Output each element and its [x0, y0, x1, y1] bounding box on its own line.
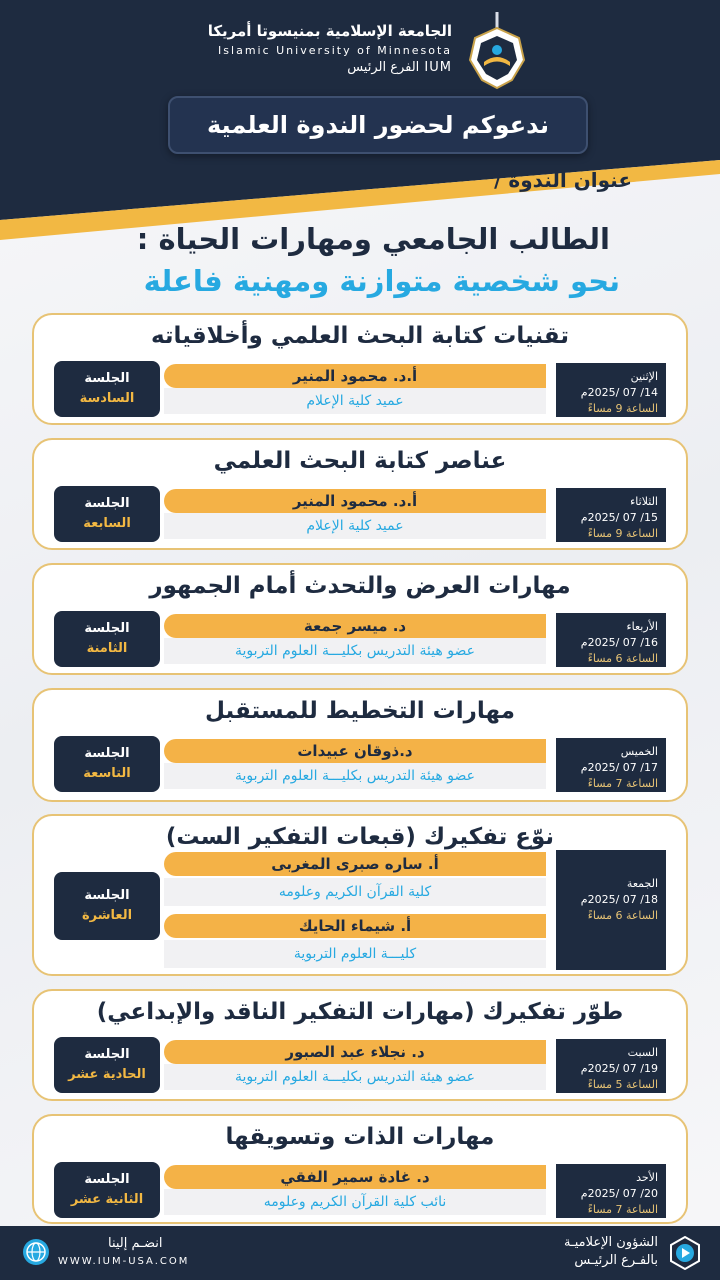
session-number: العاشرة: [81, 908, 133, 923]
session-label: الجلسة: [84, 371, 130, 386]
session-title: نوّع تفكيرك (قبعات التفكير الست): [165, 824, 555, 850]
play-icon: [668, 1236, 702, 1270]
speaker-role: عميد كلية الإعلام: [164, 513, 546, 539]
speaker-role: عضو هيئة التدريس بكليـــة العلوم التربوية: [164, 763, 546, 789]
speaker-role: كلية القرآن الكريم وعلومه: [164, 878, 546, 906]
session-title: مهارات الذات وتسويقها: [225, 1124, 495, 1150]
session-date-value: 17/ 07 /2025م: [580, 761, 658, 774]
session-label: الجلسة: [84, 1172, 130, 1187]
website-link[interactable]: WWW.IUM-USA.COM: [58, 1256, 190, 1267]
session-card: [32, 688, 688, 802]
session-time: الساعة 6 مساءً: [587, 909, 658, 922]
speaker-role: عضو هيئة التدريس بكليـــة العلوم التربوية: [164, 638, 546, 664]
speaker-name: أ.د. محمود المنير: [164, 364, 546, 388]
session-number: السابعة: [83, 516, 131, 531]
session-label: الجلسة: [84, 746, 130, 761]
session-date-value: 20/ 07 /2025م: [580, 1187, 658, 1200]
session-day: الخميس: [620, 745, 658, 758]
session-date-value: 14/ 07 /2025م: [580, 386, 658, 399]
session-number-box: [54, 611, 160, 667]
media-dept-label: الشؤون الإعلاميـة: [563, 1235, 658, 1250]
session-time: الساعة 6 مساءً: [587, 652, 658, 665]
speaker-name: د.ذوقان عبيدات: [164, 739, 546, 763]
session-title: تقنيات كتابة البحث العلمي وأخلاقياته: [150, 323, 570, 349]
university-name-en: Islamic University of Minnesota: [218, 44, 452, 57]
university-name-ar: الجامعة الإسلامية بمنيسوتا أمريكا: [207, 22, 452, 40]
media-branch-label: بالفـرع الرئيـس: [574, 1253, 658, 1268]
session-day: الأربعاء: [626, 620, 658, 633]
session-number-box: [54, 872, 160, 940]
session-time: الساعة 7 مساءً: [587, 1203, 658, 1216]
speaker-role: كليـــة العلوم التربوية: [164, 940, 546, 968]
join-us-label: انضـم إلينا: [108, 1236, 163, 1251]
session-date: [556, 1164, 666, 1218]
session-label: الجلسة: [84, 888, 130, 903]
header: [0, 0, 720, 90]
session-number: الحادية عشر: [68, 1067, 146, 1082]
session-card: [32, 814, 688, 976]
session-date: [556, 613, 666, 667]
session-time: الساعة 5 مساءً: [587, 1078, 658, 1091]
session-date-value: 18/ 07 /2025م: [580, 893, 658, 906]
topic-label: عنوان الندوة /: [494, 168, 632, 192]
session-date: [556, 1039, 666, 1093]
speaker-role: نائب كلية القرآن الكريم وعلومه: [164, 1189, 546, 1215]
session-label: الجلسة: [84, 1047, 130, 1062]
session-card: [32, 989, 688, 1101]
session-day: الجمعة: [626, 877, 658, 890]
speaker-name: د. غادة سمير الفقي: [164, 1165, 546, 1189]
session-date: [556, 488, 666, 542]
session-card: [32, 1114, 688, 1224]
session-title: طوّر تفكيرك (مهارات التفكير الناقد والإبداعي): [96, 999, 624, 1025]
session-title: مهارات العرض والتحدث أمام الجمهور: [149, 573, 571, 599]
session-day: الأحد: [636, 1171, 658, 1184]
session-time: الساعة 9 مساءً: [587, 402, 658, 415]
session-day: الإثنين: [630, 370, 658, 383]
session-number: السادسة: [79, 391, 135, 406]
session-number: التاسعة: [83, 766, 131, 781]
invitation-banner: ندعوكم لحضور الندوة العلمية: [168, 96, 588, 154]
university-logo: [462, 10, 532, 92]
speaker-name: أ. شيماء الحايك: [164, 914, 546, 938]
speaker-name: أ.د. محمود المنير: [164, 489, 546, 513]
footer: [0, 1226, 720, 1280]
session-card: [32, 313, 688, 425]
speaker-name: د. نجلاء عبد الصبور: [164, 1040, 546, 1064]
session-date: [556, 850, 666, 970]
speaker-name: د. ميسر جمعة: [164, 614, 546, 638]
session-date-value: 19/ 07 /2025م: [580, 1062, 658, 1075]
session-number-box: [54, 1037, 160, 1093]
session-day: السبت: [627, 1046, 658, 1059]
speaker-name: أ. ساره صبرى المغربى: [164, 852, 546, 876]
session-card: [32, 563, 688, 675]
seminar-title-line2: نحو شخصية متوازنة ومهنية فاعلة: [143, 264, 620, 298]
session-date: [556, 738, 666, 792]
speaker-role: عميد كلية الإعلام: [164, 388, 546, 414]
session-time: الساعة 9 مساءً: [587, 527, 658, 540]
session-number-box: [54, 1162, 160, 1218]
university-branch: IUM الفرع الرئيس: [347, 60, 452, 75]
session-date-value: 16/ 07 /2025م: [580, 636, 658, 649]
session-number-box: [54, 736, 160, 792]
session-title: مهارات التخطيط للمستقبل: [205, 698, 515, 724]
globe-icon[interactable]: [22, 1238, 50, 1266]
session-number-box: [54, 486, 160, 542]
session-time: الساعة 7 مساءً: [587, 777, 658, 790]
session-label: الجلسة: [84, 621, 130, 636]
session-number-box: [54, 361, 160, 417]
session-day: الثلاثاء: [630, 495, 658, 508]
session-label: الجلسة: [84, 496, 130, 511]
session-card: [32, 438, 688, 550]
session-date-value: 15/ 07 /2025م: [580, 511, 658, 524]
speaker-role: عضو هيئة التدريس بكليـــة العلوم التربوية: [164, 1064, 546, 1090]
session-title: عناصر كتابة البحث العلمي: [213, 448, 507, 474]
session-number: الثامنة: [86, 641, 128, 656]
seminar-title-line1: الطالب الجامعي ومهارات الحياة :: [136, 222, 610, 256]
session-date: [556, 363, 666, 417]
session-number: الثانية عشر: [70, 1192, 144, 1207]
